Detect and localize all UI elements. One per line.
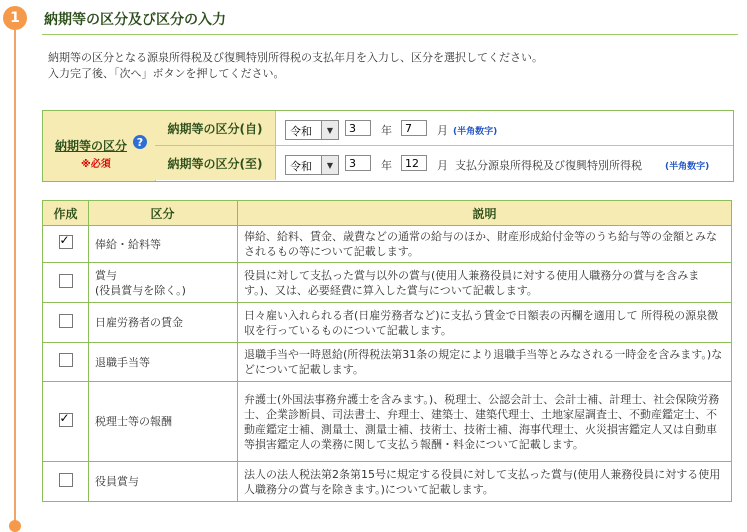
period-to-label: 納期等の区分(至) — [155, 146, 276, 180]
row-category-label: 退職手当等 — [95, 355, 150, 369]
required-marker: ※必須 — [81, 159, 111, 170]
table-row — [43, 226, 732, 263]
row-checkbox[interactable] — [59, 274, 73, 288]
step-timeline-dot — [9, 520, 21, 532]
row-checkbox[interactable] — [59, 353, 73, 367]
to-year-input[interactable]: 3 — [345, 155, 371, 171]
row-description: 日々雇い入れられる者(日雇労務者など)に支払う賃金で日額表の丙欄を適用して 所得税の源泉徴収を行っているものについて記載します。 — [238, 303, 732, 343]
section-title: 納期等の区分及び区分の入力 — [44, 12, 226, 28]
table-row — [43, 462, 732, 502]
period-input-box — [42, 110, 734, 182]
row-category-label: 役員賞与 — [95, 475, 139, 488]
from-hint: (半角数字) — [453, 127, 498, 137]
row-category — [89, 462, 238, 502]
intro-line-1: 納期等の区分となる源泉所得税及び復興特別所得税の支払年月を入力し、区分を選択してください。 — [48, 51, 543, 64]
row-check-cell — [43, 226, 89, 263]
row-check-cell — [43, 263, 89, 303]
period-to-row — [155, 146, 733, 180]
row-category-label: 俸給・給料等 — [95, 237, 161, 251]
step-timeline-line — [14, 26, 16, 526]
to-hint: (半角数字) — [665, 162, 710, 172]
period-label-cell — [43, 111, 156, 181]
to-suffix-text: 支払分源泉所得税及び復興特別所得税 — [455, 159, 642, 172]
chevron-down-icon[interactable]: ▼ — [321, 156, 338, 174]
header-description: 説明 — [238, 201, 732, 226]
row-checkbox[interactable] — [59, 235, 73, 249]
to-era-select[interactable] — [285, 155, 339, 175]
table-row — [43, 343, 732, 382]
to-month-unit: 月 — [437, 159, 448, 172]
row-checkbox[interactable] — [59, 314, 73, 328]
from-era-value: 令和 — [290, 125, 312, 138]
intro-text — [48, 50, 543, 82]
to-year-unit: 年 — [381, 159, 392, 172]
row-checkbox[interactable] — [59, 473, 73, 487]
from-year-unit: 年 — [381, 124, 392, 137]
from-era-select[interactable] — [285, 120, 339, 140]
row-category — [89, 226, 238, 263]
row-description: 俸給、給料、賃金、歳費などの通常の給与のほか、財産形成給付金等のうち給与等の金額とみなされるもの等について記載します。 — [238, 226, 732, 263]
table-row — [43, 263, 732, 303]
row-category-note: (役員賞与を除く。) — [95, 283, 186, 297]
row-description: 弁護士(外国法事務弁護士を含みます。)、税理士、公認会計士、会計士補、計理士、社会保険労務士、企業診断員、司法書士、弁理士、建築士、建築代理士、土地家屋調査士、不動産鑑定士、不動産鑑定士補、測量士、測量士補、技術士、技術士補、海事代理士、火災損害鑑定人又は自動車等損害鑑定人の業務に関して支払う報酬・料金について記載します。 — [238, 382, 732, 462]
from-year-input[interactable]: 3 — [345, 120, 371, 136]
row-category — [89, 303, 238, 343]
row-check-cell — [43, 303, 89, 343]
row-category-label: 賞与 — [95, 268, 117, 282]
period-from-label: 納期等の区分(自) — [155, 111, 276, 145]
row-check-cell — [43, 382, 89, 462]
row-category — [89, 263, 238, 303]
category-table — [42, 200, 732, 502]
row-description: 法人の法人税法第2条第15号に規定する役員に対して支払った賞与(使用人兼務役員に対する使用人職務分の賞与を除きます。)について記載します。 — [238, 462, 732, 502]
chevron-down-icon[interactable]: ▼ — [321, 121, 338, 139]
table-header-row — [43, 201, 732, 226]
row-description: 役員に対して支払った賞与以外の賞与(使用人兼務役員に対する使用人職務分の賞与を含みます。)、又は、必要経費に算入した賞与について記載します。 — [238, 263, 732, 303]
from-month-unit: 月 — [437, 124, 448, 137]
help-icon[interactable]: ? — [133, 135, 147, 149]
row-category-label: 日雇労務者の賃金 — [95, 316, 183, 329]
row-check-cell — [43, 343, 89, 382]
row-category — [89, 382, 238, 462]
row-description: 退職手当や一時恩給(所得税法第31条の規定により退職手当等とみなされる一時金を含みます。)などについて記載します。 — [238, 343, 732, 382]
header-make: 作成 — [43, 201, 89, 226]
period-from-row — [155, 111, 733, 146]
to-era-value: 令和 — [290, 160, 312, 173]
period-label-link[interactable]: 納期等の区分 — [55, 139, 128, 153]
row-category-label: 税理士等の報酬 — [95, 415, 172, 428]
row-category — [89, 343, 238, 382]
row-check-cell — [43, 462, 89, 502]
row-checkbox[interactable] — [59, 413, 73, 427]
table-row — [43, 303, 732, 343]
intro-line-2: 入力完了後、「次へ」ボタンを押してください。 — [48, 67, 285, 80]
table-row — [43, 382, 732, 462]
header-category: 区分 — [89, 201, 238, 226]
to-month-input[interactable]: 12 — [401, 155, 427, 171]
title-divider — [42, 34, 738, 35]
step-number-badge: 1 — [3, 6, 27, 30]
from-month-input[interactable]: 7 — [401, 120, 427, 136]
